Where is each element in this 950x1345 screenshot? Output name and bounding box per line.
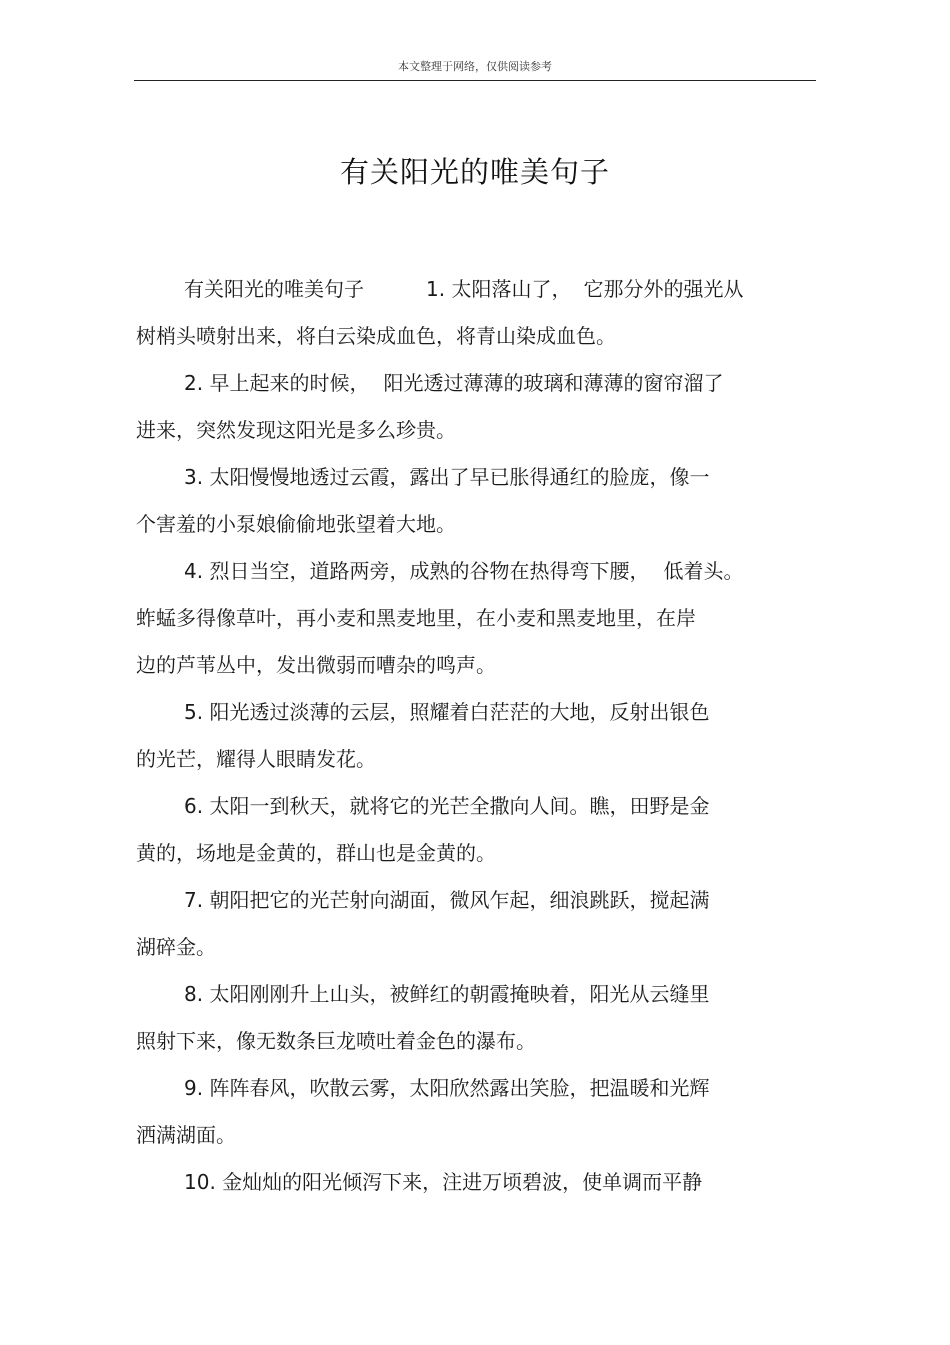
text-segment: 它那分外的强光从 — [583, 277, 744, 301]
text-segment: 5. 阳光透过淡薄的云层，照耀着白茫茫的大地，反射出银色 — [184, 700, 710, 724]
text-segment: 有关阳光的唯美句子 — [184, 277, 364, 301]
text-segment: 黄的，场地是金黄的，群山也是金黄的。 — [136, 841, 496, 865]
text-line — [136, 454, 826, 501]
text-line — [136, 1159, 826, 1206]
text-segment: 2. 早上起来的时候， — [184, 371, 370, 395]
text-line — [136, 1065, 826, 1112]
text-segment: 9. 阵阵春风，吹散云雾，太阳欣然露出笑脸，把温暖和光辉 — [184, 1076, 710, 1100]
text-segment: 1. 太阳落山了， — [426, 277, 572, 301]
document-body — [136, 266, 826, 1206]
text-line — [136, 689, 826, 736]
text-line — [136, 360, 826, 407]
text-line — [136, 736, 826, 783]
text-segment: 8. 太阳刚刚升上山头，被鲜红的朝霞掩映着，阳光从云缝里 — [184, 982, 710, 1006]
text-line — [136, 313, 826, 360]
text-segment: 3. 太阳慢慢地透过云霞，露出了早已胀得通红的脸庞，像一 — [184, 465, 710, 489]
text-line — [136, 830, 826, 877]
header-divider — [134, 80, 816, 81]
text-segment: 4. 烈日当空，道路两旁，成熟的谷物在热得弯下腰， — [184, 559, 650, 583]
document-title: 有关阳光的唯美句子 — [339, 155, 610, 189]
text-line — [136, 501, 826, 548]
text-segment: 阳光透过薄薄的玻璃和薄薄的窗帘溜了 — [383, 371, 724, 395]
text-segment: 照射下来，像无数条巨龙喷吐着金色的瀑布。 — [136, 1029, 536, 1053]
text-line — [136, 642, 826, 689]
text-line — [136, 924, 826, 971]
text-line — [136, 1112, 826, 1159]
text-segment: 树梢头喷射出来，将白云染成血色，将青山染成血色。 — [136, 324, 616, 348]
text-line — [136, 971, 826, 1018]
text-segment: 湖碎金。 — [136, 935, 216, 959]
text-segment: 7. 朝阳把它的光芒射向湖面，微风乍起，细浪跳跃，搅起满 — [184, 888, 710, 912]
text-line — [136, 548, 826, 595]
text-segment: 进来，突然发现这阳光是多么珍贵。 — [136, 418, 456, 442]
text-segment: 6. 太阳一到秋天，就将它的光芒全撒向人间。瞧，田野是金 — [184, 794, 710, 818]
text-line — [136, 1018, 826, 1065]
text-line — [136, 266, 826, 313]
text-line — [136, 783, 826, 830]
text-segment: 个害羞的小泵娘偷偷地张望着大地。 — [136, 512, 456, 536]
text-line — [136, 407, 826, 454]
text-segment: 蚱蜢多得像草叶，再小麦和黑麦地里，在小麦和黑麦地里，在岸 — [136, 606, 696, 630]
page-header-note: 本文整理于网络，仅供阅读参考 — [398, 60, 552, 73]
text-segment: 低着头。 — [663, 559, 744, 583]
text-segment: 的光芒，耀得人眼睛发花。 — [136, 747, 376, 771]
text-line — [136, 877, 826, 924]
text-segment: 边的芦苇丛中，发出微弱而嘈杂的鸣声。 — [136, 653, 496, 677]
text-segment: 10. 金灿灿的阳光倾泻下来，注进万顷碧波，使单调而平静 — [184, 1170, 703, 1194]
text-segment: 洒满湖面。 — [136, 1123, 236, 1147]
text-line — [136, 595, 826, 642]
